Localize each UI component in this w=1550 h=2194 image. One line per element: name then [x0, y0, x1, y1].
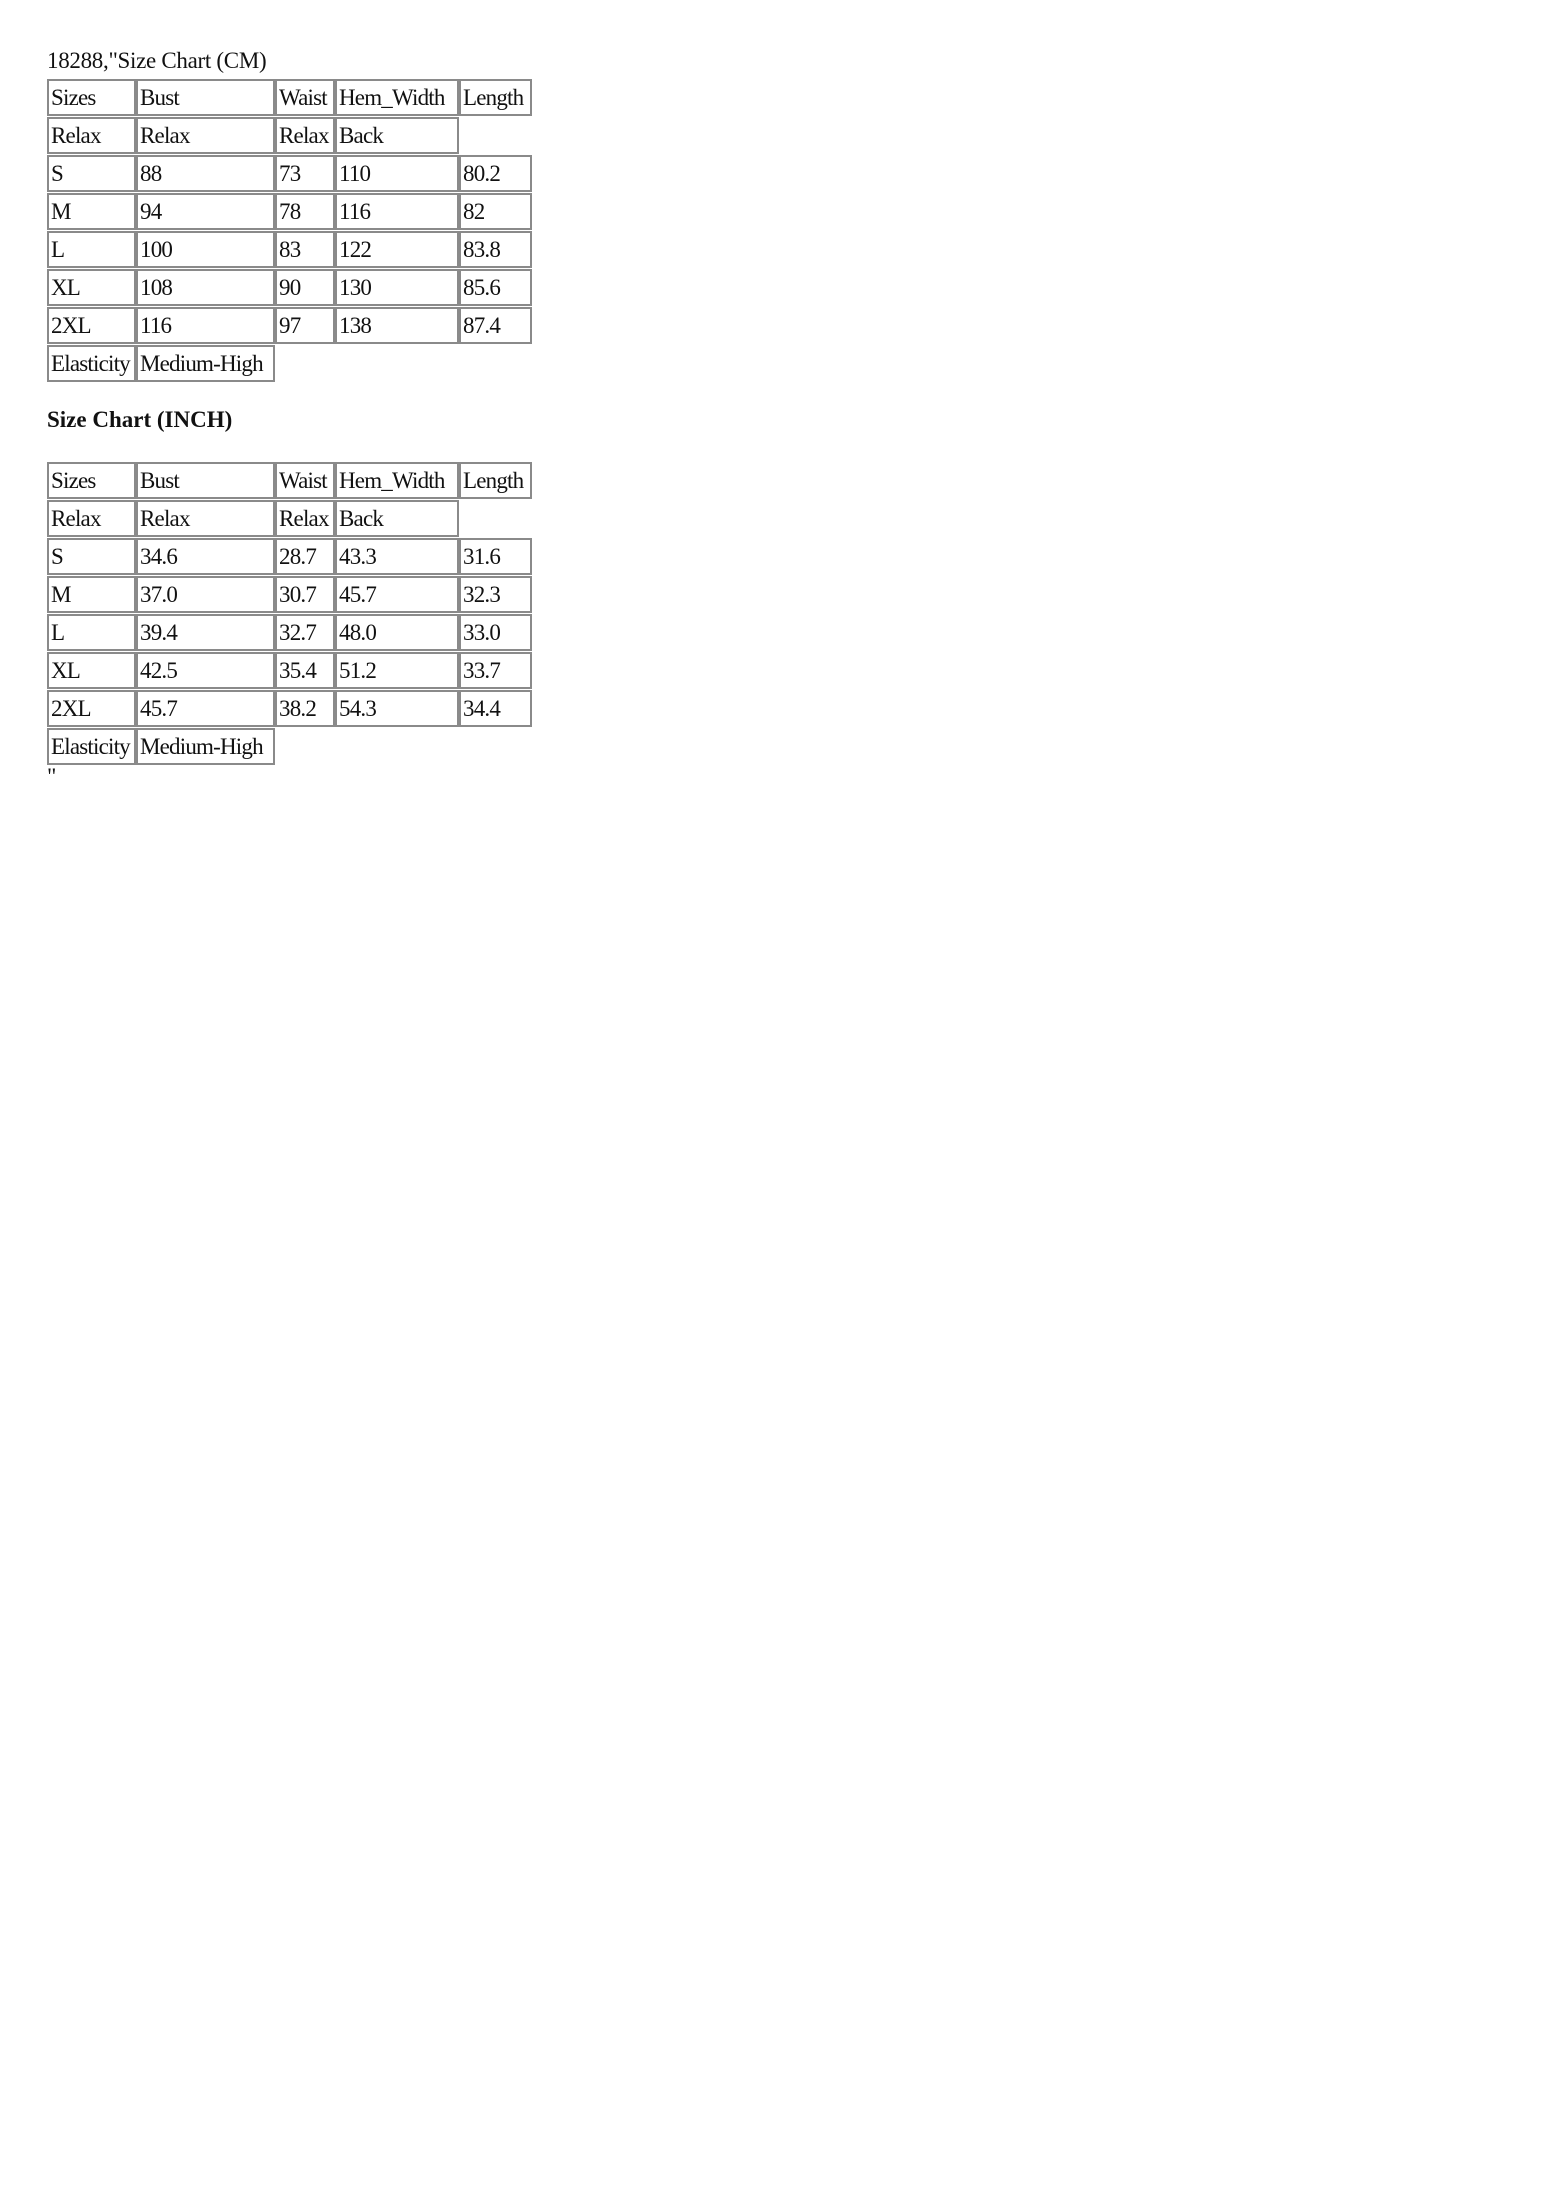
header-cell-length: Length — [459, 462, 532, 499]
table-cell: M — [47, 193, 136, 230]
table-cell: 85.6 — [459, 269, 532, 306]
table-row — [47, 155, 532, 193]
table-cell: 110 — [335, 155, 459, 192]
table-row — [47, 576, 532, 614]
table-cell: 116 — [335, 193, 459, 230]
table-cell: 2XL — [47, 690, 136, 727]
closing-quote: " — [47, 764, 57, 789]
table-row — [47, 269, 532, 307]
elasticity-label: Elasticity — [47, 345, 136, 382]
table-cell: 122 — [335, 231, 459, 268]
table-cell: 34.6 — [136, 538, 275, 575]
table-cell: L — [47, 614, 136, 651]
table-cell: 73 — [275, 155, 335, 192]
table-cell: L — [47, 231, 136, 268]
table-cell: 45.7 — [136, 690, 275, 727]
subheader-cell: Relax — [47, 117, 136, 154]
table-cell: 97 — [275, 307, 335, 344]
table-cell: 43.3 — [335, 538, 459, 575]
table-row — [47, 538, 532, 576]
table-cell: 108 — [136, 269, 275, 306]
table-cell: 42.5 — [136, 652, 275, 689]
header-cell-sizes: Sizes — [47, 462, 136, 499]
table-cell: 34.4 — [459, 690, 532, 727]
subheader-cell: Relax — [136, 500, 275, 537]
subheader-cell: Relax — [136, 117, 275, 154]
table-cell: 31.6 — [459, 538, 532, 575]
table-header-row — [47, 462, 532, 500]
table-cell: 51.2 — [335, 652, 459, 689]
header-cell-length: Length — [459, 79, 532, 116]
inch-chart-title: Size Chart (INCH) — [47, 407, 233, 432]
table-cell: 138 — [335, 307, 459, 344]
header-cell-sizes: Sizes — [47, 79, 136, 116]
table-row — [47, 614, 532, 652]
table-cell: XL — [47, 652, 136, 689]
table-row — [47, 193, 532, 231]
elasticity-value: Medium-High — [136, 345, 275, 382]
table-row — [47, 652, 532, 690]
table-cell: 37.0 — [136, 576, 275, 613]
table-cell: 32.7 — [275, 614, 335, 651]
table-cell: 39.4 — [136, 614, 275, 651]
table-cell: 80.2 — [459, 155, 532, 192]
table-subheader-row — [47, 500, 532, 538]
size-chart-cm — [47, 79, 532, 383]
size-chart-inch — [47, 462, 532, 766]
table-cell: XL — [47, 269, 136, 306]
table-cell: 116 — [136, 307, 275, 344]
table-subheader-row — [47, 117, 532, 155]
table-cell: 30.7 — [275, 576, 335, 613]
table-row — [47, 690, 532, 728]
elasticity-label: Elasticity — [47, 728, 136, 765]
table-cell: 38.2 — [275, 690, 335, 727]
table-cell: 94 — [136, 193, 275, 230]
subheader-cell: Relax — [275, 500, 335, 537]
table-cell: 28.7 — [275, 538, 335, 575]
table-cell: 83.8 — [459, 231, 532, 268]
table-row — [47, 307, 532, 345]
elasticity-row — [47, 728, 532, 766]
header-cell-hem-width: Hem_Width — [335, 462, 459, 499]
table-cell: 32.3 — [459, 576, 532, 613]
table-cell: 48.0 — [335, 614, 459, 651]
elasticity-value: Medium-High — [136, 728, 275, 765]
table-cell: 33.7 — [459, 652, 532, 689]
header-cell-bust: Bust — [136, 79, 275, 116]
table-cell: 82 — [459, 193, 532, 230]
table-cell: 87.4 — [459, 307, 532, 344]
header-cell-waist: Waist — [275, 462, 335, 499]
table-cell: 100 — [136, 231, 275, 268]
table-cell: S — [47, 155, 136, 192]
table-cell: 88 — [136, 155, 275, 192]
elasticity-row — [47, 345, 532, 383]
table-cell: 35.4 — [275, 652, 335, 689]
table-cell: 130 — [335, 269, 459, 306]
table-cell: 45.7 — [335, 576, 459, 613]
subheader-cell: Relax — [275, 117, 335, 154]
subheader-cell: Back — [335, 117, 459, 154]
table-cell: 2XL — [47, 307, 136, 344]
table-cell: 78 — [275, 193, 335, 230]
table-cell: 54.3 — [335, 690, 459, 727]
table-row — [47, 231, 532, 269]
table-cell: 90 — [275, 269, 335, 306]
header-cell-hem-width: Hem_Width — [335, 79, 459, 116]
table-cell: 33.0 — [459, 614, 532, 651]
subheader-cell: Back — [335, 500, 459, 537]
header-cell-bust: Bust — [136, 462, 275, 499]
header-cell-waist: Waist — [275, 79, 335, 116]
table-header-row — [47, 79, 532, 117]
table-cell: 83 — [275, 231, 335, 268]
document-heading: 18288,"Size Chart (CM) — [47, 48, 267, 73]
table-cell: M — [47, 576, 136, 613]
table-cell: S — [47, 538, 136, 575]
subheader-cell: Relax — [47, 500, 136, 537]
